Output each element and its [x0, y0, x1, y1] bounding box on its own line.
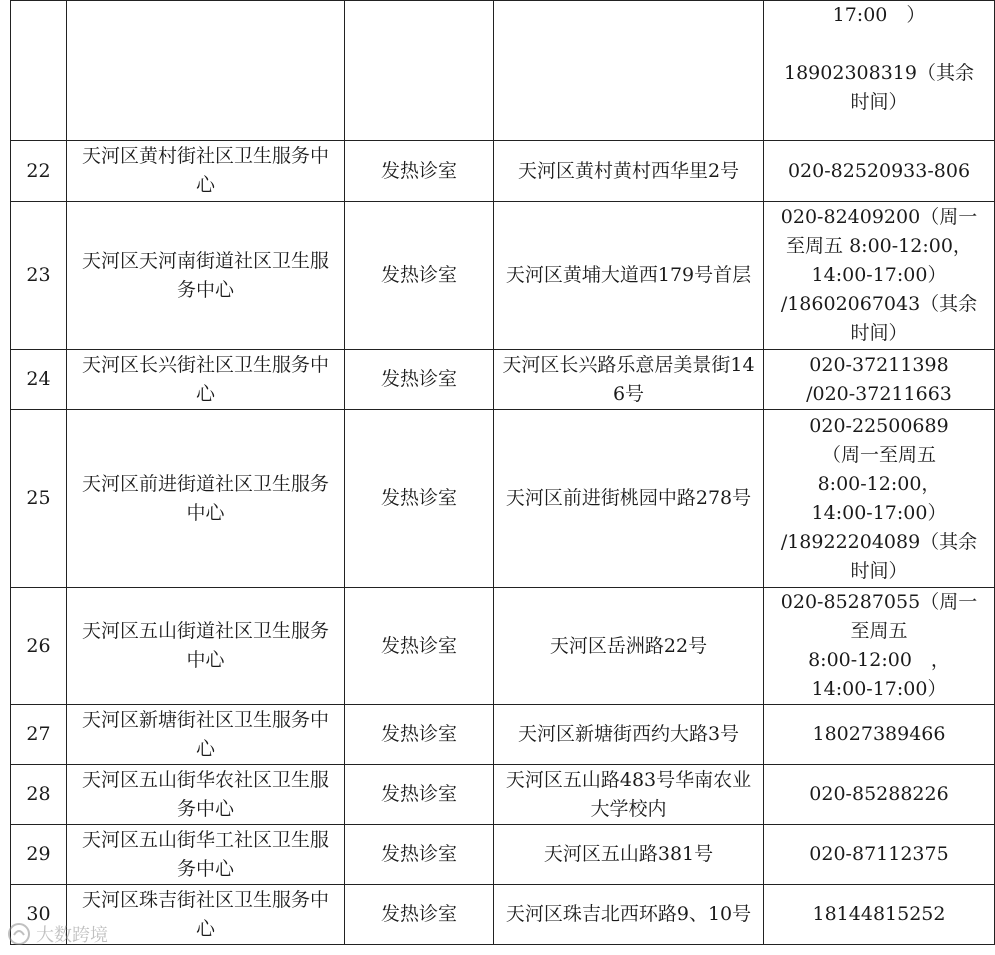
center-name-cell: 天河区前进街道社区卫生服务中心 [67, 410, 345, 588]
fever-clinic-table [10, 0, 995, 945]
phone-spacer [770, 30, 988, 59]
address-cell: 天河区新塘街西约大路3号 [494, 705, 764, 765]
clinic-table-container [10, 0, 978, 945]
address-cell: 天河区前进街桃园中路278号 [494, 410, 764, 588]
phone-line: 14:00-17:00） [811, 501, 947, 524]
phone-line: 14:00-17:00） [811, 678, 947, 700]
phone-line: 020-85287055（周一 [780, 591, 978, 613]
phone-cell [764, 705, 995, 765]
address-cell: 天河区长兴路乐意居美景街146号 [494, 350, 764, 410]
center-name-cell: 天河区五山街道社区卫生服务中心 [67, 588, 345, 705]
row-number-cell: 26 [11, 588, 67, 705]
table-row [11, 588, 995, 705]
table-row [11, 350, 995, 410]
row-number-cell: 24 [11, 350, 67, 410]
phone-line: （周一至周五 [821, 443, 936, 466]
clinic-type-cell: 发热诊室 [345, 141, 494, 202]
row-number-cell: 30 [11, 885, 67, 945]
clinic-type-cell: 发热诊室 [345, 350, 494, 410]
address-cell: 天河区五山路381号 [494, 825, 764, 885]
clinic-type-cell: 发热诊室 [345, 588, 494, 705]
row-number-cell: 29 [11, 825, 67, 885]
address-cell: 天河区黄埔大道西179号首层 [494, 202, 764, 350]
clinic-type-cell: 发热诊室 [345, 765, 494, 825]
phone-line: 18902308319（其余 [784, 62, 974, 84]
clinic-type-cell: 发热诊室 [345, 825, 494, 885]
phone-line: /18922204089（其余 [780, 530, 978, 553]
phone-line: 18144815252 [812, 903, 946, 925]
center-name-cell: 天河区黄村街社区卫生服务中心 [67, 141, 345, 202]
phone-line: /020-37211663 [806, 382, 952, 405]
phone-line: 020-85288226 [809, 783, 949, 805]
row-number-cell: 23 [11, 202, 67, 350]
phone-line: 020-82409200（周一 [780, 206, 978, 228]
clinic-type-cell [345, 1, 494, 141]
table-row [11, 410, 995, 588]
center-name-cell: 天河区五山街华农社区卫生服务中心 [67, 765, 345, 825]
table-row [11, 705, 995, 765]
table-row [11, 202, 995, 350]
phone-line: 17:00 ） [832, 4, 926, 26]
center-name-cell: 天河区新塘街社区卫生服务中心 [67, 705, 345, 765]
clinic-type-cell: 发热诊室 [345, 885, 494, 945]
phone-line: 至周五 [850, 620, 908, 642]
phone-line: 8:00-12:00， [817, 472, 941, 495]
address-cell: 天河区岳洲路22号 [494, 588, 764, 705]
address-cell: 天河区珠吉北西环路9、10号 [494, 885, 764, 945]
watermark-logo-icon [6, 921, 32, 947]
phone-cell [764, 1, 995, 141]
phone-line: 时间） [850, 91, 908, 113]
table-row [11, 141, 995, 202]
phone-cell [764, 765, 995, 825]
phone-line: 8:00-12:00 ， [808, 649, 950, 671]
address-cell [494, 1, 764, 141]
clinic-type-cell: 发热诊室 [345, 410, 494, 588]
phone-line: 020-22500689 [809, 414, 949, 437]
clinic-type-cell: 发热诊室 [345, 202, 494, 350]
phone-line: 020-87112375 [809, 843, 949, 865]
phone-line: /18602067043（其余 [780, 293, 978, 315]
center-name-cell [67, 1, 345, 141]
phone-cell [764, 825, 995, 885]
center-name-cell: 天河区天河南街道社区卫生服务中心 [67, 202, 345, 350]
row-number-cell: 28 [11, 765, 67, 825]
row-number-cell: 25 [11, 410, 67, 588]
phone-cell [764, 141, 995, 202]
watermark [6, 921, 108, 947]
row-number-cell: 27 [11, 705, 67, 765]
center-name-cell: 天河区长兴街社区卫生服务中心 [67, 350, 345, 410]
phone-cell [764, 202, 995, 350]
table-row [11, 1, 995, 141]
phone-cell [764, 410, 995, 588]
table-body [11, 1, 995, 945]
phone-cell [764, 588, 995, 705]
phone-line: 020-37211398 [809, 353, 949, 376]
row-number-cell [11, 1, 67, 141]
center-name-cell: 天河区五山街华工社区卫生服务中心 [67, 825, 345, 885]
table-row [11, 825, 995, 885]
phone-line: 18027389466 [812, 723, 946, 745]
address-cell: 天河区五山路483号华南农业大学校内 [494, 765, 764, 825]
phone-line: 时间） [850, 322, 908, 344]
table-row [11, 765, 995, 825]
phone-cell [764, 885, 995, 945]
phone-cell [764, 350, 995, 410]
table-row [11, 885, 995, 945]
watermark-text: 大数跨境 [36, 925, 108, 946]
clinic-type-cell: 发热诊室 [345, 705, 494, 765]
phone-line: 14:00-17:00） [811, 264, 947, 286]
center-name-cell: 天河区珠吉街社区卫生服务中心 [67, 885, 345, 945]
address-cell: 天河区黄村黄村西华里2号 [494, 141, 764, 202]
phone-line: 时间） [850, 559, 908, 582]
phone-line: 020-82520933-806 [787, 159, 971, 182]
row-number-cell: 22 [11, 141, 67, 202]
phone-line: 至周五 8:00-12:00， [786, 235, 972, 257]
